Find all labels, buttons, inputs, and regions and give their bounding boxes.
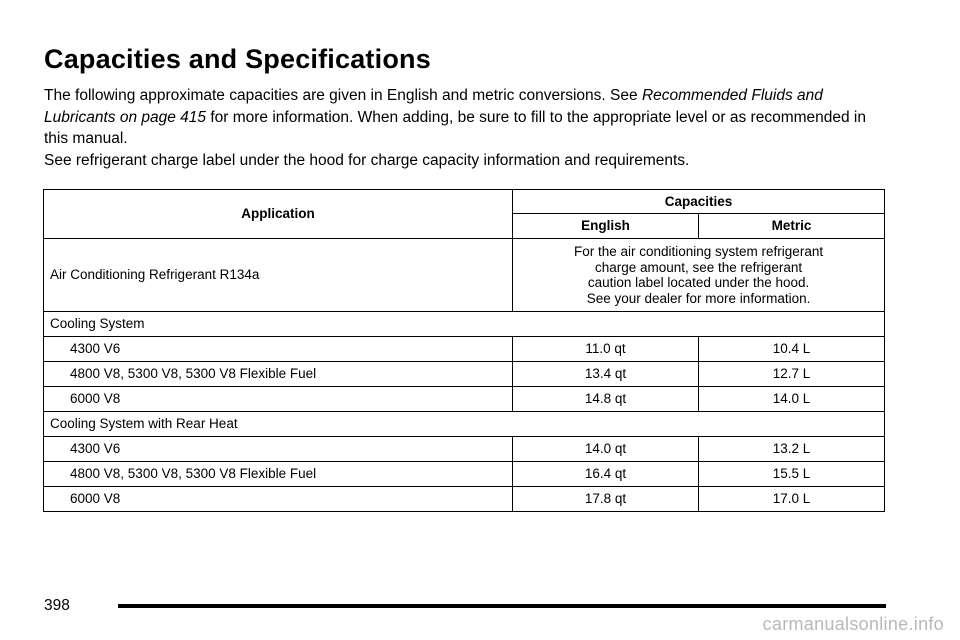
intro-text-end: for more information. When adding, be sure to fill to the appropriate level or as recommended in this manual.	[44, 108, 866, 147]
capacities-table	[43, 189, 885, 512]
row-application: 4300 V6	[44, 437, 513, 462]
ac-application: Air Conditioning Refrigerant R134a	[44, 239, 513, 312]
table-row	[44, 462, 885, 487]
row-metric: 17.0 L	[699, 487, 885, 512]
row-metric: 13.2 L	[699, 437, 885, 462]
row-english: 14.0 qt	[513, 437, 699, 462]
table-row	[44, 337, 885, 362]
row-metric: 10.4 L	[699, 337, 885, 362]
row-english: 14.8 qt	[513, 387, 699, 412]
row-english: 17.8 qt	[513, 487, 699, 512]
footer-divider	[118, 604, 886, 608]
ac-note-line: For the air conditioning system refrigerant	[573, 244, 824, 259]
watermark-text: carmanualsonline.info	[762, 614, 944, 634]
row-english: 13.4 qt	[513, 362, 699, 387]
row-application: 4300 V6	[44, 337, 513, 362]
row-application: 4800 V8, 5300 V8, 5300 V8 Flexible Fuel	[44, 362, 513, 387]
table-row	[44, 239, 885, 312]
table-row	[44, 437, 885, 462]
section-cooling-rear-heat: Cooling System with Rear Heat	[44, 412, 885, 437]
table-header-row	[44, 190, 885, 214]
header-english: English	[513, 214, 699, 239]
cross-reference-link[interactable]: Recommended Fluids and Lubricants on page 415	[44, 87, 823, 126]
row-metric: 12.7 L	[699, 362, 885, 387]
intro-paragraph	[44, 85, 874, 150]
refrigerant-note: See refrigerant charge label under the hood for charge capacity information and requirements.	[44, 152, 690, 169]
page-number: 398	[44, 597, 70, 614]
row-application: 4800 V8, 5300 V8, 5300 V8 Flexible Fuel	[44, 462, 513, 487]
row-application: 6000 V8	[44, 487, 513, 512]
intro-text-start: The following approximate capacities are given in English and metric conversions. See	[44, 87, 642, 104]
table-row	[44, 362, 885, 387]
table-row	[44, 487, 885, 512]
ac-note-line: See your dealer for more information.	[586, 290, 811, 306]
page-title: Capacities and Specifications	[44, 44, 431, 74]
section-cooling-system: Cooling System	[44, 312, 885, 337]
row-english: 11.0 qt	[513, 337, 699, 362]
row-metric: 15.5 L	[699, 462, 885, 487]
header-metric: Metric	[699, 214, 885, 239]
table-row	[44, 387, 885, 412]
ac-capacity-note	[513, 239, 885, 312]
section-row	[44, 312, 885, 337]
row-metric: 14.0 L	[699, 387, 885, 412]
ac-note-line: caution label located under the hood.	[587, 275, 810, 290]
row-english: 16.4 qt	[513, 462, 699, 487]
header-application: Application	[44, 190, 513, 239]
ac-note-line: charge amount, see the refrigerant	[594, 259, 803, 275]
section-row	[44, 412, 885, 437]
header-capacities: Capacities	[513, 190, 885, 214]
row-application: 6000 V8	[44, 387, 513, 412]
